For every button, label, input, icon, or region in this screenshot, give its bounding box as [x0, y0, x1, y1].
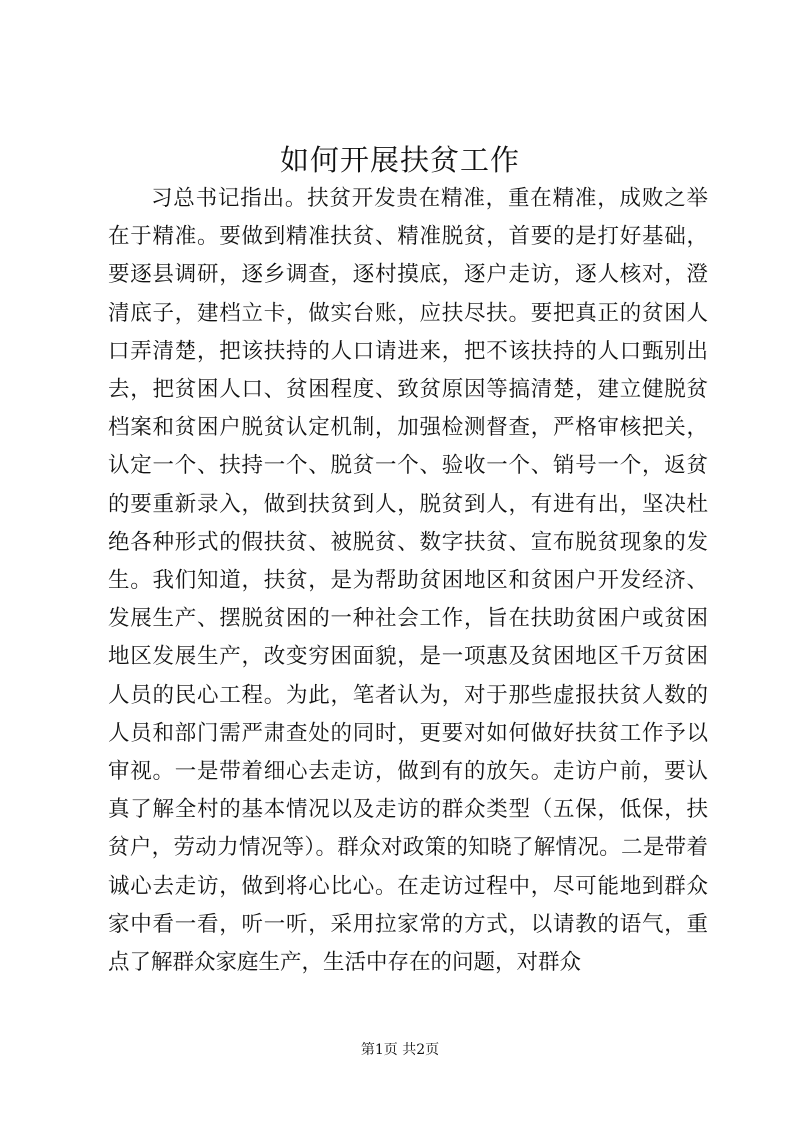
document-body: 习总书记指出。扶贫开发贵在精准，重在精准，成败之举在于精准。要做到精准扶贫、精准脱贫，首要的是打好基础，要逐县调研，逐乡调查，逐村摸底，逐户走访，逐人核对，澄清底子，建档立卡，做实台账，应扶尽扶。要把真正的贫困人口弄清楚，把该扶持的人口请进来，把不该扶持的人口甄别出去，把贫困人口、贫困程度、致贫原因等搞清楚，建立健脱贫档案和贫困户脱贫认定机制，加强检测督查，严格审核把关，认定一个、扶持一个、脱贫一个、验收一个、销号一个，返贫的要重新录入，做到扶贫到人，脱贫到人，有进有出，坚决杜绝各种形式的假扶贫、被脱贫、数字扶贫、宣布脱贫现象的发生。我们知道，扶贫，是为帮助贫困地区和贫困户开发经济、发展生产、摆脱贫困的一种社会工作，旨在扶助贫困户或贫困地区发展生产，改变穷困面貌，是一项惠及贫困地区千万贫困人员的民心工程。为此，笔者认为，对于那些虚报扶贫人数的人员和部门需严肃查处的同时，更要对如何做好扶贫工作予以审视。一是带着细心去走访，做到有的放矢。走访户前，要认真了解全村的基本情况以及走访的群众类型（五保，低保，扶贫户，劳动力情况等）。群众对政策的知晓了解情况。二是带着诚心去走访，做到将心比心。在走访过程中，尽可能地到群众家中看一看，听一听，采用拉家常的方式，以请教的语气，重点了解群众家庭生产，生活中存在的问题，对群众 — [108, 186, 708, 976]
page-footer — [0, 1040, 800, 1060]
document-title: 如何开展扶贫工作 — [279, 143, 520, 177]
page-number-label: 第1页 共2页 — [360, 1042, 440, 1058]
